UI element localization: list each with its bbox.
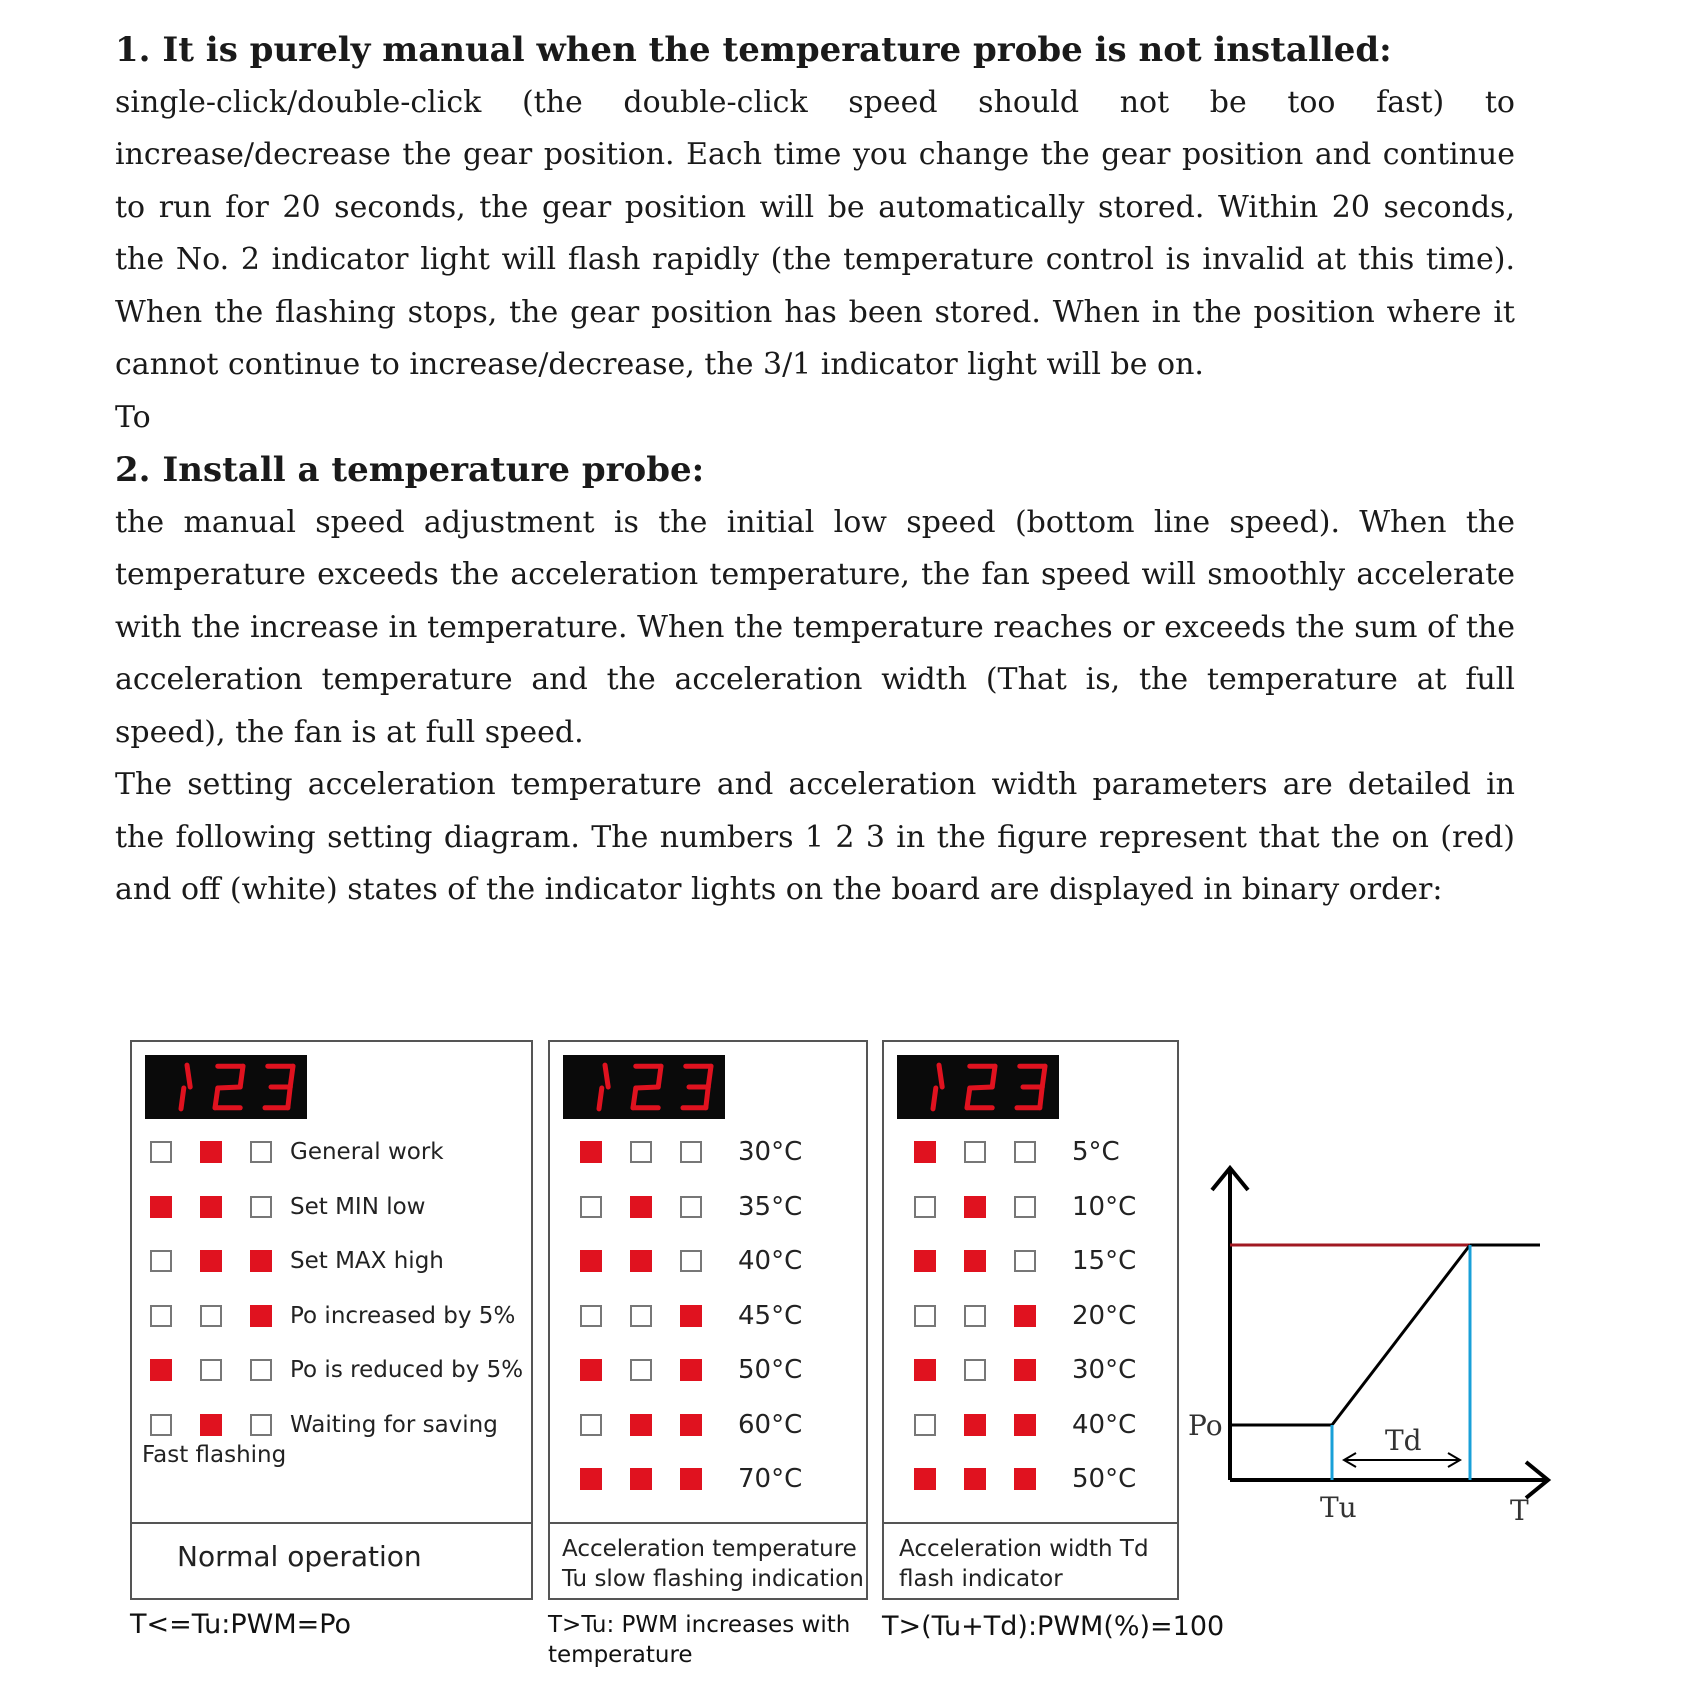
indicator-row-label: 40°C — [738, 1246, 803, 1276]
indicator-on-icon — [1014, 1414, 1036, 1436]
panel-normal-operation — [130, 1040, 533, 1600]
label-td: Td — [1385, 1424, 1422, 1457]
label-po: Po — [1188, 1409, 1223, 1442]
indicator-off-icon — [630, 1141, 652, 1163]
led-display — [145, 1055, 307, 1119]
indicator-off-icon — [250, 1141, 272, 1163]
indicator-row — [884, 1301, 1177, 1331]
indicator-on-icon — [680, 1359, 702, 1381]
indicator-off-icon — [150, 1250, 172, 1272]
indicator-on-icon — [680, 1468, 702, 1490]
panel-acceleration-temperature — [548, 1040, 868, 1600]
indicator-off-icon — [150, 1414, 172, 1436]
document-body — [115, 24, 1515, 917]
indicator-row — [550, 1410, 866, 1440]
indicator-on-icon — [580, 1141, 602, 1163]
indicator-row — [132, 1192, 531, 1222]
indicator-on-icon — [200, 1196, 222, 1218]
led-digits — [145, 1055, 307, 1119]
panel-divider — [884, 1522, 1177, 1524]
section1-heading: 1. It is purely manual when the temperature probe is not installed: — [115, 30, 1392, 70]
led-digit-segment — [288, 1087, 290, 1108]
indicator-off-icon — [150, 1305, 172, 1327]
indicator-row-label: Set MAX high — [290, 1248, 444, 1274]
indicator-on-icon — [200, 1141, 222, 1163]
indicator-row-label: 45°C — [738, 1300, 803, 1331]
indicator-on-icon — [200, 1414, 222, 1436]
indicator-on-icon — [914, 1250, 936, 1272]
panel-acceleration-width — [882, 1040, 1179, 1600]
led-digit-segment — [658, 1066, 661, 1087]
indicator-row-label: Po increased by 5% — [290, 1302, 516, 1329]
indicator-on-icon — [250, 1250, 272, 1272]
fast-flashing-note: Fast flashing — [142, 1442, 287, 1468]
indicator-row-label: 50°C — [738, 1355, 803, 1385]
indicator-on-icon — [964, 1414, 986, 1436]
led-digits — [897, 1055, 1059, 1119]
indicator-off-icon — [580, 1196, 602, 1218]
indicator-off-icon — [964, 1141, 986, 1163]
indicator-off-icon — [150, 1141, 172, 1163]
led-digits — [563, 1055, 725, 1119]
section1-paragraph — [115, 77, 1515, 445]
section2-paragraphs — [115, 497, 1515, 917]
indicator-row-label: 10°C — [1072, 1191, 1137, 1222]
indicator-off-icon — [680, 1250, 702, 1272]
led-digit-segment — [290, 1066, 293, 1087]
indicator-on-icon — [964, 1468, 986, 1490]
indicator-row-label: Set MIN low — [290, 1193, 426, 1220]
indicator-on-icon — [1014, 1359, 1036, 1381]
indicator-on-icon — [630, 1196, 652, 1218]
led-digit-segment — [599, 1088, 602, 1109]
indicator-off-icon — [630, 1305, 652, 1327]
indicator-row — [550, 1301, 866, 1331]
led-digit-segment — [967, 1088, 970, 1108]
indicator-on-icon — [630, 1414, 652, 1436]
indicator-off-icon — [680, 1141, 702, 1163]
indicator-row-label: 5°C — [1072, 1137, 1120, 1167]
label-t: T — [1510, 1494, 1529, 1527]
led-digit-segment — [939, 1065, 942, 1087]
indicator-row-label: 60°C — [738, 1409, 803, 1440]
indicator-off-icon — [630, 1359, 652, 1381]
indicator-on-icon — [1014, 1305, 1036, 1327]
indicator-off-icon — [250, 1196, 272, 1218]
panel-footer-line1: Acceleration temperature — [562, 1536, 857, 1562]
indicator-row-label: 15°C — [1072, 1246, 1137, 1276]
indicator-row — [132, 1301, 531, 1331]
indicator-row — [884, 1355, 1177, 1385]
section2-text-1: the manual speed adjustment is the initial low speed (bottom line speed). When the temperature exceeds the acceleration temperature, the fan speed will smoothly accelerate with the increase in temperature. When the temperature reaches or exceeds the sum of the acceleration temperature and the acceleration width (That is, the temperature at full speed), the fan is at full speed. — [115, 504, 1515, 750]
indicator-on-icon — [150, 1196, 172, 1218]
caption-normal-operation: T<=Tu:PWM=Po — [130, 1609, 352, 1640]
indicator-on-icon — [964, 1250, 986, 1272]
indicator-on-icon — [200, 1250, 222, 1272]
indicator-on-icon — [630, 1468, 652, 1490]
indicator-off-icon — [580, 1305, 602, 1327]
indicator-off-icon — [250, 1414, 272, 1436]
indicator-off-icon — [200, 1359, 222, 1381]
indicator-on-icon — [580, 1250, 602, 1272]
indicator-row-label: 30°C — [738, 1137, 803, 1167]
indicator-off-icon — [914, 1305, 936, 1327]
led-digit-segment — [187, 1065, 190, 1087]
section2-text-2: The setting acceleration temperature and acceleration width parameters are detailed in the following setting diagram. The numbers 1 2 3 in the figure represent that the on (red) and off (white) states of the indicator lights on the board are displayed in binary order: — [115, 767, 1515, 907]
caption-full-speed: T>(Tu+Td):PWM(%)=100 — [882, 1611, 1225, 1642]
indicator-row-label: 35°C — [738, 1191, 803, 1222]
led-digit-segment — [933, 1088, 936, 1109]
indicator-on-icon — [630, 1250, 652, 1272]
indicator-row — [884, 1137, 1177, 1167]
indicator-on-icon — [150, 1359, 172, 1381]
indicator-row — [884, 1192, 1177, 1222]
indicator-row-label: 50°C — [1072, 1464, 1137, 1494]
panel-footer-line1: Acceleration width Td — [899, 1536, 1149, 1562]
led-digit-segment — [605, 1065, 608, 1087]
led-display — [563, 1055, 725, 1119]
indicator-row-label: Waiting for saving — [290, 1411, 498, 1438]
led-digit-segment — [992, 1066, 995, 1087]
panel-footer-label: Normal operation — [177, 1540, 422, 1573]
indicator-row — [884, 1246, 1177, 1276]
indicator-on-icon — [964, 1196, 986, 1218]
indicator-off-icon — [1014, 1141, 1036, 1163]
indicator-row — [132, 1137, 531, 1167]
indicator-row — [550, 1464, 866, 1494]
indicator-on-icon — [580, 1359, 602, 1381]
indicator-row — [550, 1137, 866, 1167]
indicator-row-label: General work — [290, 1139, 444, 1165]
indicator-row — [550, 1192, 866, 1222]
indicator-on-icon — [580, 1468, 602, 1490]
indicator-row — [884, 1464, 1177, 1494]
led-digit-segment — [633, 1088, 636, 1108]
indicator-row — [132, 1410, 531, 1440]
indicator-off-icon — [964, 1359, 986, 1381]
led-digit-segment — [708, 1066, 711, 1087]
indicator-off-icon — [680, 1196, 702, 1218]
led-digit-segment — [706, 1087, 708, 1108]
indicator-off-icon — [250, 1359, 272, 1381]
indicator-off-icon — [914, 1196, 936, 1218]
section2-heading: 2. Install a temperature probe: — [115, 450, 705, 490]
indicator-off-icon — [964, 1305, 986, 1327]
led-digit-segment — [181, 1088, 184, 1109]
indicator-row — [132, 1355, 531, 1385]
indicator-off-icon — [1014, 1196, 1036, 1218]
indicator-on-icon — [680, 1305, 702, 1327]
caption-acceleration-line1: T>Tu: PWM increases with — [548, 1612, 851, 1638]
led-digit-segment — [1040, 1087, 1042, 1108]
speed-curve-graph — [1180, 1160, 1560, 1530]
indicator-on-icon — [914, 1141, 936, 1163]
indicator-off-icon — [1014, 1250, 1036, 1272]
indicator-on-icon — [250, 1305, 272, 1327]
indicator-row — [550, 1246, 866, 1276]
indicator-off-icon — [914, 1414, 936, 1436]
indicator-row — [884, 1410, 1177, 1440]
section1-text: single-click/double-click (the double-click speed should not be too fast) to increase/decrease the gear position. Each time you change the gear position and continue to run for 20 seconds, the gear position will be automatically stored. Within 20 seconds, the No. 2 indicator light will flash rapidly (the temperature control is invalid at this time). When the flashing stops, the gear position has been stored. When in the position where it cannot continue to increase/decrease, the 3/1 indicator light will be on. — [115, 84, 1515, 382]
indicator-off-icon — [200, 1305, 222, 1327]
caption-acceleration-line2: temperature — [548, 1642, 693, 1668]
led-digit-segment — [970, 1087, 992, 1088]
led-digit-segment — [636, 1087, 658, 1088]
indicator-on-icon — [914, 1359, 936, 1381]
indicator-off-icon — [580, 1414, 602, 1436]
indicator-row-label: 20°C — [1072, 1300, 1137, 1331]
indicator-row-label: 70°C — [738, 1464, 803, 1494]
led-digit-segment — [240, 1066, 243, 1087]
panel-footer-line2: flash indicator — [899, 1566, 1063, 1592]
panel-footer-line2: Tu slow flashing indication — [562, 1566, 864, 1592]
led-digit-segment — [218, 1087, 240, 1088]
ramp-line — [1332, 1245, 1470, 1425]
section1-to-line: To — [115, 399, 151, 435]
indicator-row-label: 30°C — [1072, 1355, 1137, 1385]
indicator-row-label: Po is reduced by 5% — [290, 1357, 524, 1383]
label-tu: Tu — [1320, 1491, 1357, 1524]
indicator-row — [550, 1355, 866, 1385]
panel-divider — [550, 1522, 866, 1524]
led-digit-segment — [1042, 1066, 1045, 1087]
led-digit-segment — [215, 1088, 218, 1108]
indicator-on-icon — [680, 1414, 702, 1436]
indicator-on-icon — [1014, 1468, 1036, 1490]
indicator-row — [132, 1246, 531, 1276]
indicator-row-label: 40°C — [1072, 1409, 1137, 1440]
indicator-on-icon — [914, 1468, 936, 1490]
panel-divider — [132, 1522, 531, 1524]
led-display — [897, 1055, 1059, 1119]
